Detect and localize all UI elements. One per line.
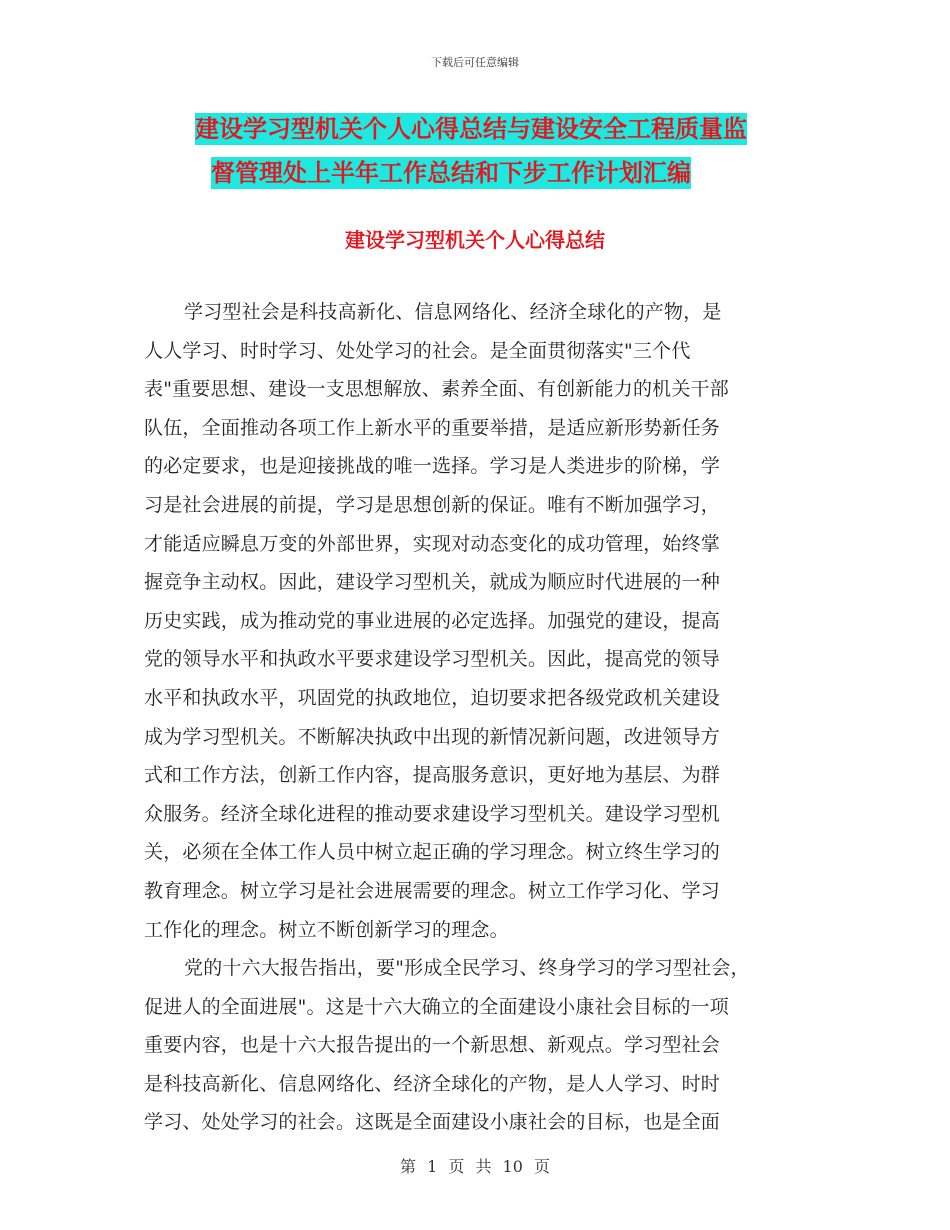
paragraph-line: 队伍，全面推动各项工作上新水平的重要举措，是适应新形势新任务: [144, 416, 721, 439]
paragraph-line: 人人学习、时时学习、处处学习的社会。是全面贯彻落实"三个代: [144, 339, 691, 362]
paragraph-line: 习是社会进展的前提，学习是思想创新的保证。唯有不断加强学习，: [144, 493, 721, 516]
paragraph-line: 促进人的全面进展"。这是十六大确立的全面建设小康社会目标的一项: [144, 995, 729, 1018]
paragraph-line: 历史实践，成为推动党的事业进展的必定选择。加强党的建设，提高: [144, 609, 721, 632]
paragraph-line: 才能适应瞬息万变的外部世界，实现对动态变化的成功管理，始终掌: [144, 532, 721, 555]
title-highlight-2: 督管理处上半年工作总结和下步工作计划汇编: [211, 159, 691, 187]
paragraph-line: 式和工作方法，创新工作内容，提高服务意识，更好地为基层、为群: [144, 764, 721, 787]
section-title: 建设学习型机关个人心得总结: [345, 228, 605, 252]
paragraph-line: 教育理念。树立学习是社会进展需要的理念。树立工作学习化、学习: [144, 879, 721, 902]
paragraph-line: 众服务。经济全球化进程的推动要求建设学习型机关。建设学习型机: [144, 802, 721, 825]
paragraph-line: 成为学习型机关。不断解决执政中出现的新情况新问题，改进领导方: [144, 725, 721, 748]
document-title-line-1: [0, 114, 950, 144]
header-note: 下载后可任意编辑: [431, 56, 519, 69]
paragraph-line: 党的十六大报告指出，要"形成全民学习、终身学习的学习型社会，: [184, 957, 750, 980]
paragraph-line: 握竞争主动权。因此，建设学习型机关，就成为顺应时代进展的一种: [144, 571, 721, 594]
paragraph-line: 是科技高新化、信息网络化、经济全球化的产物，是人人学习、时时: [144, 1072, 721, 1095]
paragraph-line: 表"重要思想、建设一支思想解放、素养全面、有创新能力的机关干部: [144, 378, 729, 401]
document-title-line-2: [0, 158, 950, 188]
body-text: [144, 293, 804, 1142]
paragraph-line: 工作化的理念。树立不断创新学习的理念。: [144, 918, 509, 941]
paragraph-line: 水平和执政水平，巩固党的执政地位，迫切要求把各级党政机关建设: [144, 686, 721, 709]
paragraph-line: 学习型社会是科技高新化、信息网络化、经济全球化的产物，是: [184, 301, 722, 323]
paragraph-line: 学习、处处学习的社会。这既是全面建设小康社会的目标，也是全面: [144, 1111, 721, 1134]
paragraph-line: 关，必须在全体工作人员中树立起正确的学习理念。树立终生学习的: [144, 841, 721, 864]
page-number-footer: 第 1 页 共 10 页: [400, 1157, 550, 1176]
paragraph-line: 党的领导水平和执政水平要求建设学习型机关。因此，提高党的领导: [144, 648, 721, 671]
title-highlight-1: 建设学习型机关个人心得总结与建设安全工程质量监: [195, 115, 747, 143]
paragraph-line: 重要内容，也是十六大报告提出的一个新思想、新观点。学习型社会: [144, 1034, 721, 1057]
paragraph-line: 的必定要求，也是迎接挑战的唯一选择。学习是人类进步的阶梯，学: [144, 455, 721, 478]
